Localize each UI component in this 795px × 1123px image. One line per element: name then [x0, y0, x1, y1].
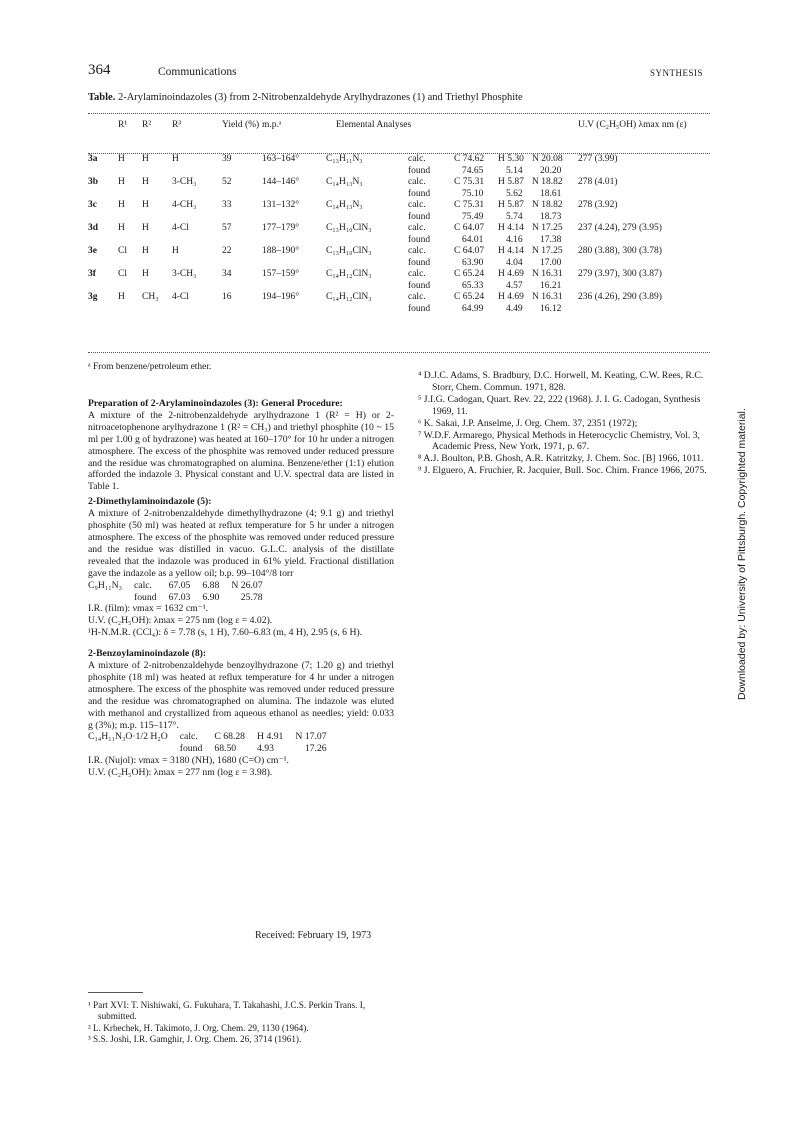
cell-r2: H	[142, 246, 149, 256]
cell-mp: 163–164°	[262, 154, 300, 164]
reference: ⁵ J.I.G. Cadogan, Quart. Rev. 22, 222 (1968). J. I. G. Cadogan, Synthesis 1969, 11.	[418, 393, 701, 417]
cell-r1: H	[118, 177, 125, 187]
cell-r2: H	[142, 154, 149, 164]
section-heading: Preparation of 2-Arylaminoindazoles (3): General Procedure:	[88, 398, 343, 409]
table-row-found	[88, 258, 710, 270]
uv-data: U.V. (C₂H₅OH): λmax = 277 nm (log ε = 3.98).	[88, 767, 273, 779]
row-id: 3g	[88, 292, 98, 302]
reference: ⁷ W.D.F. Armarego, Physical Methods in Heterocyclic Chemistry, Vol. 3, Academic Press, New York, 1971, p. 67.	[418, 429, 700, 453]
cell-calc-h: H 4.14	[498, 223, 524, 233]
cell-calc-h: H 4.69	[498, 292, 524, 302]
left-column	[88, 398, 394, 779]
reference: ⁴ D.J.C. Adams, S. Bradbury, D.C. Horwell, M. Keating, C.W. Rees, R.C. Storr, Chem. Commun. 1971, 828.	[418, 370, 704, 393]
cell-calc-h: H 5.87	[498, 200, 524, 210]
references	[418, 370, 708, 477]
cell-calc-n: N 20.08	[532, 154, 563, 164]
cell-calc-c: C 64.07	[454, 246, 485, 256]
cell-yield: 34	[222, 269, 232, 279]
cell-r1: Cl	[118, 246, 127, 256]
cell-formula: C₁₄H₁₂ClN₃	[326, 292, 372, 302]
cell-found-n: 17.00	[540, 257, 562, 268]
cell-r2: CH₃	[142, 292, 159, 302]
download-notice: Downloaded by: University of Pittsburgh. Copyrighted material.	[736, 408, 748, 700]
cell-formula: C₁₃H₁₁N₃	[326, 154, 363, 164]
cell-found-h: 4.57	[506, 280, 523, 291]
table-row-found	[88, 235, 710, 247]
cell-calc-h: H 5.30	[498, 154, 524, 164]
cell-calc-c: C 65.24	[454, 269, 485, 279]
cell-found-h: 5.62	[506, 188, 523, 199]
cell-yield: 33	[222, 200, 232, 210]
cell-calc-label: calc.	[408, 177, 426, 187]
cell-found-c: 75.10	[462, 188, 484, 199]
cell-r1: H	[118, 223, 125, 233]
row-id: 3f	[88, 269, 96, 279]
cell-calc-label: calc.	[408, 292, 426, 302]
analysis-formula: C₉H₁₁N₃	[88, 579, 122, 591]
footnote-rule	[88, 992, 143, 993]
table-top-rule	[88, 113, 710, 114]
cell-r3: 4-Cl	[172, 223, 189, 233]
table-row	[88, 269, 710, 281]
table-row-found	[88, 166, 710, 178]
cell-found-h: 4.49	[506, 303, 523, 314]
col-header: R²	[142, 120, 152, 130]
cell-found-label: found	[408, 211, 431, 222]
cell-r1: Cl	[118, 269, 127, 279]
table-row	[88, 292, 710, 304]
cell-r3: 4-CH₃	[172, 200, 197, 210]
analysis-value: N 17.07	[295, 731, 327, 743]
cell-r2: H	[142, 269, 149, 279]
reference: ⁸ A.J. Boulton, P.B. Ghosh, A.R. Katritzky, J. Chem. Soc. [B] 1966, 1011.	[418, 453, 704, 465]
cell-found-n: 18.61	[540, 188, 562, 199]
cell-found-label: found	[408, 165, 431, 176]
cell-found-h: 5.14	[506, 165, 523, 176]
section-body: A mixture of 2-nitrobenzaldehyde benzoylhydrazone (7; 1.20 g) and triethyl phosphite (18 ml) was heated at reflux temperature for 4 hr under a nitrogen atmosphere. The excess of the phosphite was removed under reduced pressure and the residue was chromatographed on alumina. The indazole was eluted with methanol and crystallized from aqueous ethanol as needles; yield: 0.033 g (3%); m.p. 115–117°.	[88, 660, 394, 731]
uv-data: U.V. (C₂H₅OH): λmax = 275 nm (log ε = 4.02).	[88, 615, 273, 627]
analysis-table	[88, 731, 339, 755]
cell-formula: C₁₄H₁₃N₃	[326, 200, 363, 210]
cell-calc-label: calc.	[408, 223, 426, 233]
ir-data: I.R. (film): νmax = 1632 cm⁻¹.	[88, 603, 209, 615]
table-header-row	[88, 120, 710, 150]
cell-yield: 57	[222, 223, 232, 233]
cell-uv: 277 (3.99)	[578, 154, 618, 164]
cell-calc-label: calc.	[408, 269, 426, 279]
cell-uv: 279 (3.97), 300 (3.87)	[578, 269, 662, 279]
cell-found-h: 4.04	[506, 257, 523, 268]
cell-found-c: 74.65	[462, 165, 484, 176]
cell-found-h: 5.74	[506, 211, 523, 222]
journal-name: SYNTHESIS	[649, 68, 703, 78]
cell-calc-h: H 4.69	[498, 269, 524, 279]
col-header: R³	[172, 120, 182, 130]
cell-r1: H	[118, 292, 125, 302]
cell-r3: 3-CH₃	[172, 177, 197, 187]
cell-calc-label: calc.	[408, 200, 426, 210]
analysis-value: H 4.91	[257, 731, 284, 743]
cell-found-label: found	[408, 280, 431, 291]
cell-formula: C₁₃H₁₀ClN₃	[326, 246, 372, 256]
cell-r2: H	[142, 223, 149, 233]
analysis-value: 6.90	[202, 591, 220, 603]
received-date: Received: February 19, 1973	[255, 930, 372, 941]
section-heading: 2-Benzoylaminoindazole (8):	[88, 648, 207, 660]
cell-r2: H	[142, 200, 149, 210]
cell-formula: C₁₄H₁₂ClN₃	[326, 269, 372, 279]
table-row-found	[88, 281, 710, 293]
cell-formula: C₁₃H₁₀ClN₃	[326, 223, 372, 233]
analysis-label: calc.	[133, 579, 152, 591]
cell-calc-c: C 64.07	[454, 223, 485, 233]
cell-found-n: 16.12	[540, 303, 562, 314]
section-body: A mixture of 2-nitrobenzaldehyde dimethylhydrazone (4; 9.1 g) and triethyl phosphite (50 ml) was heated at reflux temperature for 5 hr under a nitrogen atmosphere. The excess of the phosphite was removed under reduced pressure and the residue was distilled in vacuo. G.L.C. analysis of the distillate revealed that the indazole was produced in 61% yield. Fractional distillation gave the indazole as a yellow oil; b.p. 99–104°/8 torr	[88, 508, 394, 579]
cell-calc-n: N 18.82	[532, 177, 563, 187]
table-caption-text: 2-Arylaminoindazoles (3) from 2-Nitrobenzaldehyde Arylhydrazones (1) and Triethyl Phosphite	[117, 92, 523, 103]
ir-data: I.R. (Nujol): νmax = 3180 (NH), 1680 (C=O) cm⁻¹.	[88, 755, 289, 767]
table-bottom-rule	[88, 352, 710, 353]
cell-calc-label: calc.	[408, 246, 426, 256]
cell-found-c: 65.33	[462, 280, 484, 291]
cell-mp: 188–190°	[262, 246, 300, 256]
row-id: 3e	[88, 246, 97, 256]
footnotes	[88, 1000, 398, 1046]
cell-calc-n: N 16.31	[532, 292, 563, 302]
cell-calc-c: C 75.31	[454, 200, 485, 210]
footnote: ¹ Part XVI: T. Nishiwaki, G. Fukuhara, T. Takahashi, J.C.S. Perkin Trans. I, submitted.	[88, 1000, 366, 1022]
cell-found-n: 18.73	[540, 211, 562, 222]
cell-found-label: found	[408, 257, 431, 268]
table-caption-label: Table.	[88, 92, 116, 103]
analysis-table	[88, 580, 275, 604]
reference: ⁹ J. Elguero, A. Fruchier, R. Jacquier, Bull. Soc. Chim. France 1966, 2075.	[418, 465, 707, 477]
table-row-found	[88, 212, 710, 224]
analysis-value: 6.88	[202, 579, 220, 591]
cell-formula: C₁₄H₁₃N₃	[326, 177, 363, 187]
analysis-value: 17.26	[304, 743, 327, 755]
col-header: R¹	[118, 120, 128, 130]
cell-found-h: 4.16	[506, 234, 523, 245]
cell-yield: 52	[222, 177, 232, 187]
cell-mp: 177–179°	[262, 223, 300, 233]
analysis-value: C 68.28	[214, 731, 246, 743]
cell-calc-c: C 75.31	[454, 177, 485, 187]
cell-uv: 278 (3.92)	[578, 200, 618, 210]
cell-found-c: 64.99	[462, 303, 484, 314]
cell-calc-h: H 5.87	[498, 177, 524, 187]
cell-found-n: 16.21	[540, 280, 562, 291]
row-id: 3b	[88, 177, 99, 187]
cell-r1: H	[118, 200, 125, 210]
section-body: A mixture of the 2-nitrobenzaldehyde arylhydrazone 1 (R² = H) or 2-nitroacetophenone arylhydrazone 1 (R² = CH₃) and triethyl phosphite (10 ~ 15 ml per 1.00 g of hydrazone) was heated at 160–170° for 10 hr under a nitrogen atmosphere. The excess of the phosphite was removed under reduced pressure and the residue was chromatographed on alumina. Benzene/ether (1:1) elution afforded the indazole 3. Physical constant and U.V. spectral data are listed in Table 1.	[88, 409, 394, 493]
analysis-label: calc.	[179, 731, 198, 743]
cell-calc-h: H 4.14	[498, 246, 524, 256]
cell-yield: 16	[222, 292, 232, 302]
page-number: 364	[88, 62, 111, 78]
cell-found-c: 75.49	[462, 211, 484, 222]
cell-found-label: found	[408, 234, 431, 245]
cell-mp: 144–146°	[262, 177, 300, 187]
footnote: ² L. Krbechek, H. Takimoto, J. Org. Chem. 29, 1130 (1964).	[88, 1022, 309, 1033]
analysis-formula: C₁₄H₁₁N₃O·1/2 H₂O	[88, 731, 168, 743]
cell-yield: 22	[222, 246, 232, 256]
cell-uv: 280 (3.88), 300 (3.78)	[578, 246, 662, 256]
cell-mp: 131–132°	[262, 200, 300, 210]
cell-r1: H	[118, 154, 125, 164]
analysis-value: 67.03	[168, 591, 191, 603]
cell-mp: 194–196°	[262, 292, 300, 302]
cell-yield: 39	[222, 154, 232, 164]
table-row	[88, 223, 710, 235]
cell-found-n: 20.20	[540, 165, 562, 176]
cell-found-label: found	[408, 303, 431, 314]
analysis-value: 67.05	[168, 579, 191, 591]
cell-found-label: found	[408, 188, 431, 199]
cell-r2: H	[142, 177, 149, 187]
analysis-label: found	[179, 743, 203, 755]
cell-calc-n: N 17.25	[532, 246, 563, 256]
cell-uv: 278 (4.01)	[578, 177, 618, 187]
table-row-found	[88, 189, 710, 201]
cell-r3: 3-CH₃	[172, 269, 197, 279]
cell-calc-c: C 74.62	[454, 154, 485, 164]
col-header: Elemental Analyses	[336, 120, 412, 130]
table-caption	[88, 92, 523, 103]
cell-r3: H	[172, 154, 179, 164]
cell-calc-label: calc.	[408, 154, 426, 164]
col-header: U.V (C₂H₅OH) λmax nm (ε)	[578, 120, 687, 130]
cell-uv: 236 (4.26), 290 (3.89)	[578, 292, 662, 302]
cell-calc-n: N 16.31	[532, 269, 563, 279]
analysis-value: N 26.07	[231, 579, 263, 591]
row-id: 3c	[88, 200, 97, 210]
data-table	[88, 120, 710, 315]
cell-calc-n: N 17.25	[532, 223, 563, 233]
cell-found-c: 64.01	[462, 234, 484, 245]
col-header: Yield (%)	[222, 120, 260, 130]
table-row	[88, 200, 710, 212]
cell-r3: H	[172, 246, 179, 256]
row-id: 3d	[88, 223, 99, 233]
running-head: Communications	[158, 66, 237, 78]
table-row	[88, 246, 710, 258]
cell-r3: 4-Cl	[172, 292, 189, 302]
analysis-value: 25.78	[240, 591, 263, 603]
table-row-found	[88, 304, 710, 316]
nmr-data: ¹H-N.M.R. (CCl₄): δ = 7.78 (s, 1 H), 7.60–6.83 (m, 4 H), 2.95 (s, 6 H).	[88, 627, 363, 639]
table-row	[88, 150, 710, 166]
row-id: 3a	[88, 154, 98, 164]
cell-found-n: 17.38	[540, 234, 562, 245]
analysis-value: 68.50	[214, 743, 237, 755]
cell-calc-n: N 18.82	[532, 200, 563, 210]
cell-mp: 157–159°	[262, 269, 300, 279]
cell-calc-c: C 65.24	[454, 292, 485, 302]
cell-uv: 237 (4.24), 279 (3.95)	[578, 223, 662, 233]
reference: ⁶ K. Sakai, J.P. Anselme, J. Org. Chem. 37, 2351 (1972);	[418, 417, 638, 429]
section-heading: 2-Dimethylaminoindazole (5):	[88, 496, 212, 508]
table-row	[88, 177, 710, 189]
cell-found-c: 63.90	[462, 257, 484, 268]
table-footnote: ᵃ From benzene/petroleum ether.	[88, 362, 212, 372]
analysis-value: 4.93	[257, 743, 274, 755]
analysis-label: found	[133, 591, 157, 603]
col-header: m.p.ᵃ	[262, 120, 282, 130]
footnote: ³ S.S. Joshi, I.R. Gamghir, J. Org. Chem. 26, 3714 (1961).	[88, 1034, 302, 1045]
